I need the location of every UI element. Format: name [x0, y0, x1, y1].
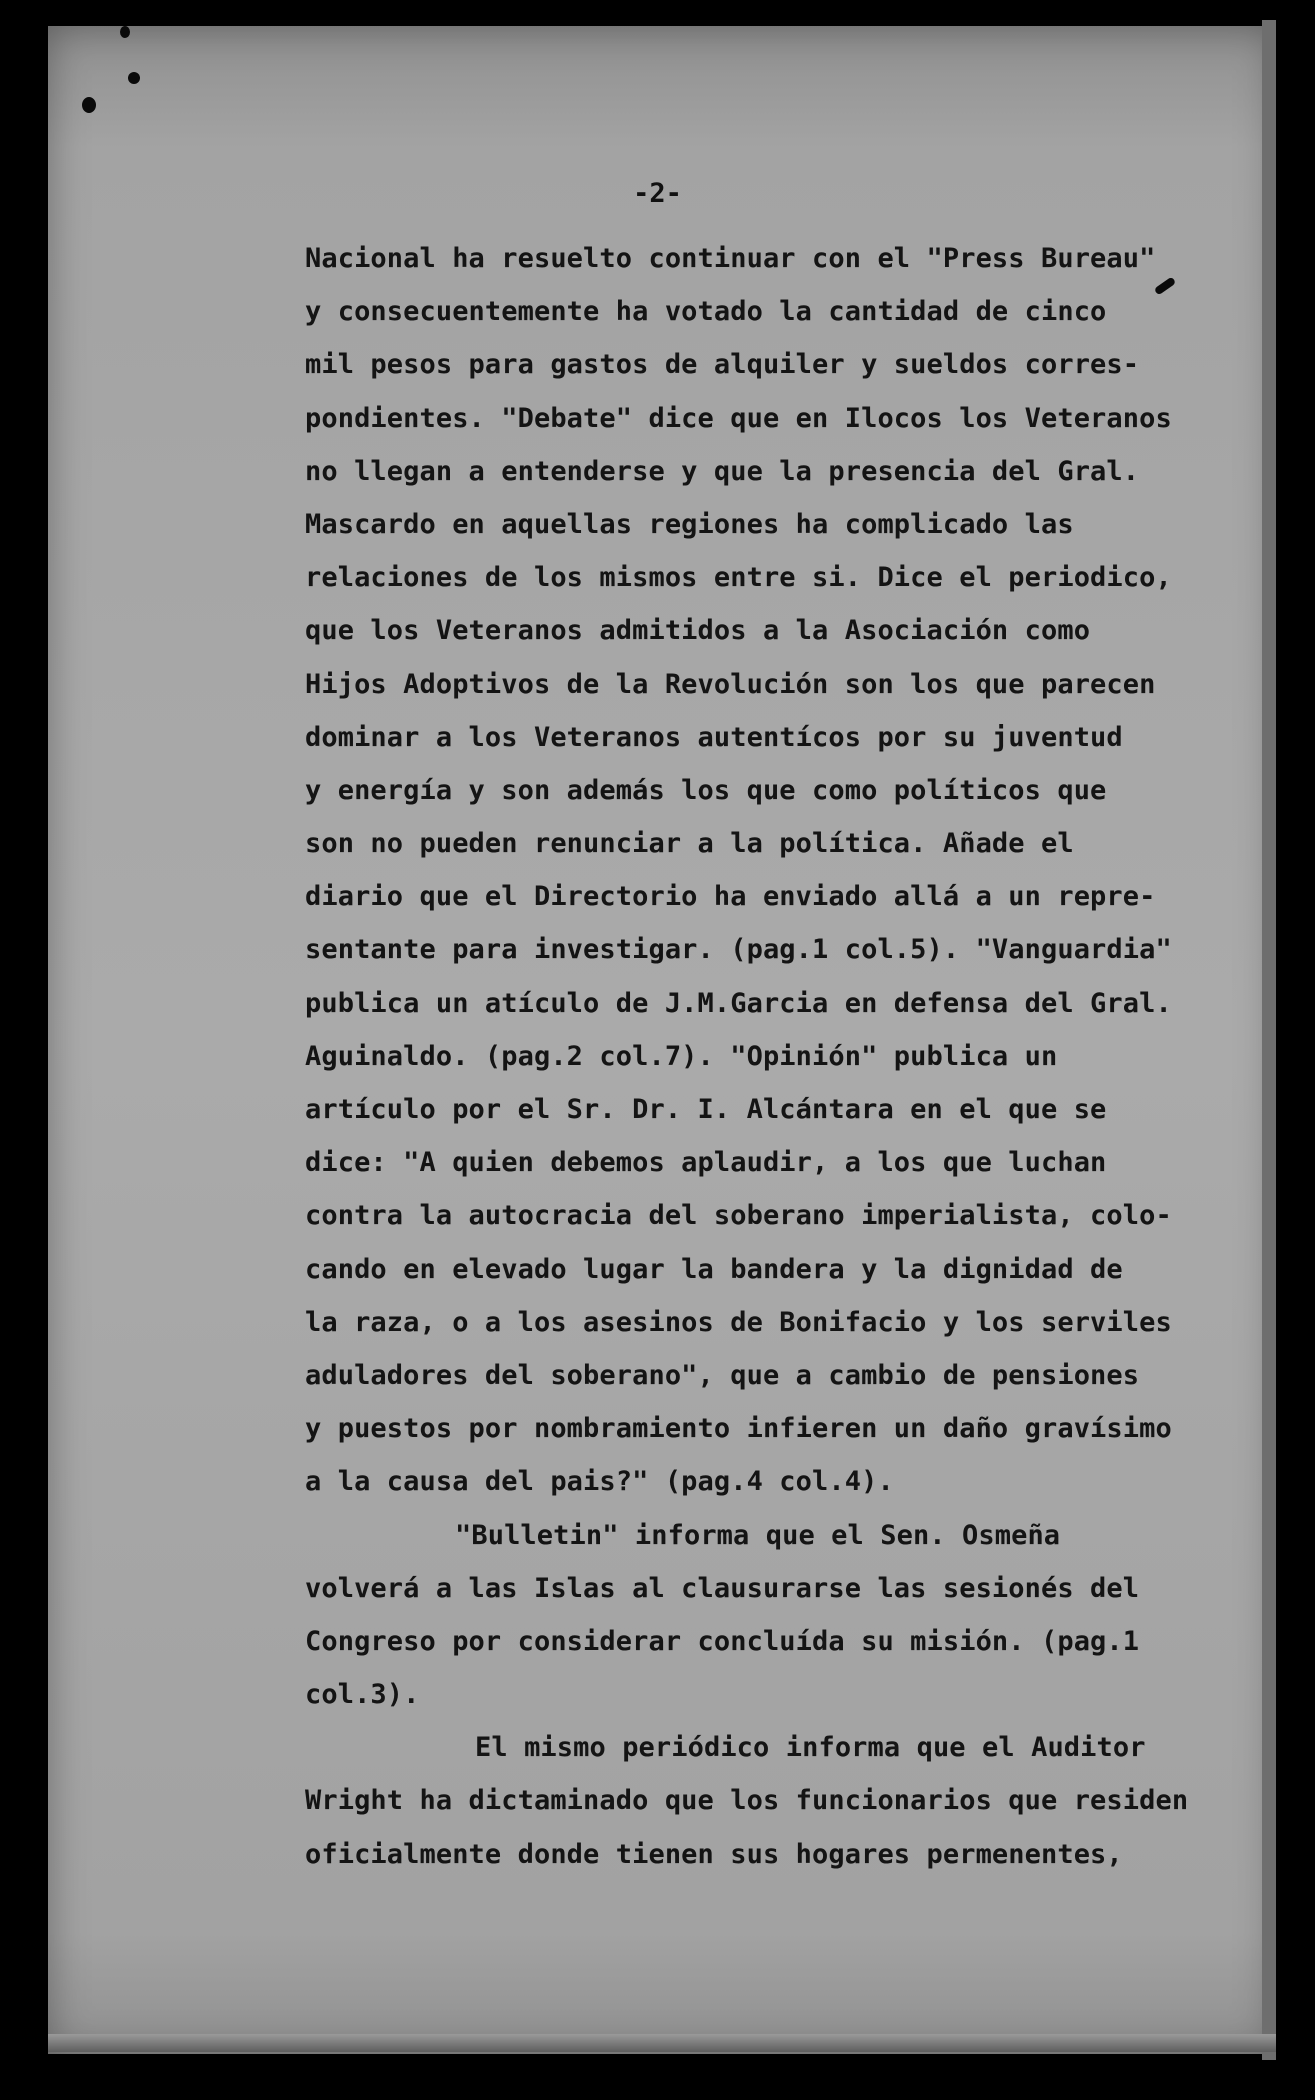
text-line: no llegan a entenderse y que la presencia del Gral.	[305, 455, 1140, 487]
text-line: Hijos Adoptivos de la Revolución son los que parecen	[305, 668, 1156, 700]
text-line: Nacional ha resuelto continuar con el "Press Bureau"	[305, 243, 1156, 274]
text-line: El mismo periódico informa que el Auditor	[475, 1732, 1146, 1764]
text-line: relaciones de los mismos entre si. Dice el periodico,	[305, 562, 1172, 594]
text-line: dominar a los Veteranos autentícos por su juventud	[305, 721, 1123, 753]
punch-hole	[120, 26, 130, 38]
page-number: -2-	[633, 178, 682, 209]
typed-body-text	[305, 232, 1189, 1881]
text-line: diario que el Directorio ha enviado allá a un repre-	[305, 881, 1156, 913]
sheet-edge-bottom	[48, 2034, 1276, 2052]
text-line: la raza, o a los asesinos de Bonifacio y los serviles	[305, 1306, 1172, 1338]
text-line: mil pesos para gastos de alquiler y sueldos corres-	[305, 349, 1140, 381]
text-line: oficialmente donde tienen sus hogares permenentes,	[305, 1838, 1123, 1870]
text-line: Wright ha dictaminado que los funcionarios que residen	[305, 1785, 1189, 1817]
text-line: aduladores del soberano", que a cambio de pensiones	[305, 1359, 1140, 1391]
text-line: contra la autocracia del soberano imperialista, colo-	[305, 1200, 1172, 1232]
text-line: a la causa del pais?" (pag.4 col.4).	[305, 1466, 894, 1498]
punch-hole	[128, 72, 140, 84]
text-line: cando en elevado lugar la bandera y la dignidad de	[305, 1253, 1123, 1285]
text-line: y energía y son además los que como políticos que	[305, 774, 1107, 806]
sheet-edge	[1262, 20, 1276, 2060]
text-line: Aguinaldo. (pag.2 col.7). "Opinión" publica un	[305, 1040, 1058, 1072]
text-line: que los Veteranos admitidos a la Asociación como	[305, 615, 1091, 647]
text-line: publica un atículo de J.M.Garcia en defensa del Gral.	[305, 987, 1172, 1019]
text-line: col.3).	[305, 1679, 420, 1711]
text-line: y puestos por nombramiento infieren un daño gravísimo	[305, 1413, 1172, 1445]
text-line: volverá a las Islas al clausurarse las sesionés del	[305, 1572, 1140, 1604]
punch-hole	[82, 97, 96, 113]
text-line: artículo por el Sr. Dr. I. Alcántara en el que se	[305, 1094, 1107, 1125]
text-line: y consecuentemente ha votado la cantidad de cinco	[305, 296, 1107, 328]
text-line: sentante para investigar. (pag.1 col.5). "Vanguardia"	[305, 934, 1172, 966]
text-line: pondientes. "Debate" dice que en Ilocos los Veteranos	[305, 402, 1172, 434]
text-line: "Bulletin" informa que el Sen. Osmeña	[455, 1519, 1061, 1551]
text-line: son no pueden renunciar a la política. Añade el	[305, 828, 1074, 860]
text-line: Mascardo en aquellas regiones ha complicado las	[305, 508, 1074, 540]
text-line: dice: "A quien debemos aplaudir, a los que luchan	[305, 1147, 1107, 1179]
text-line: Congreso por considerar concluída su misión. (pag.1	[305, 1625, 1140, 1657]
